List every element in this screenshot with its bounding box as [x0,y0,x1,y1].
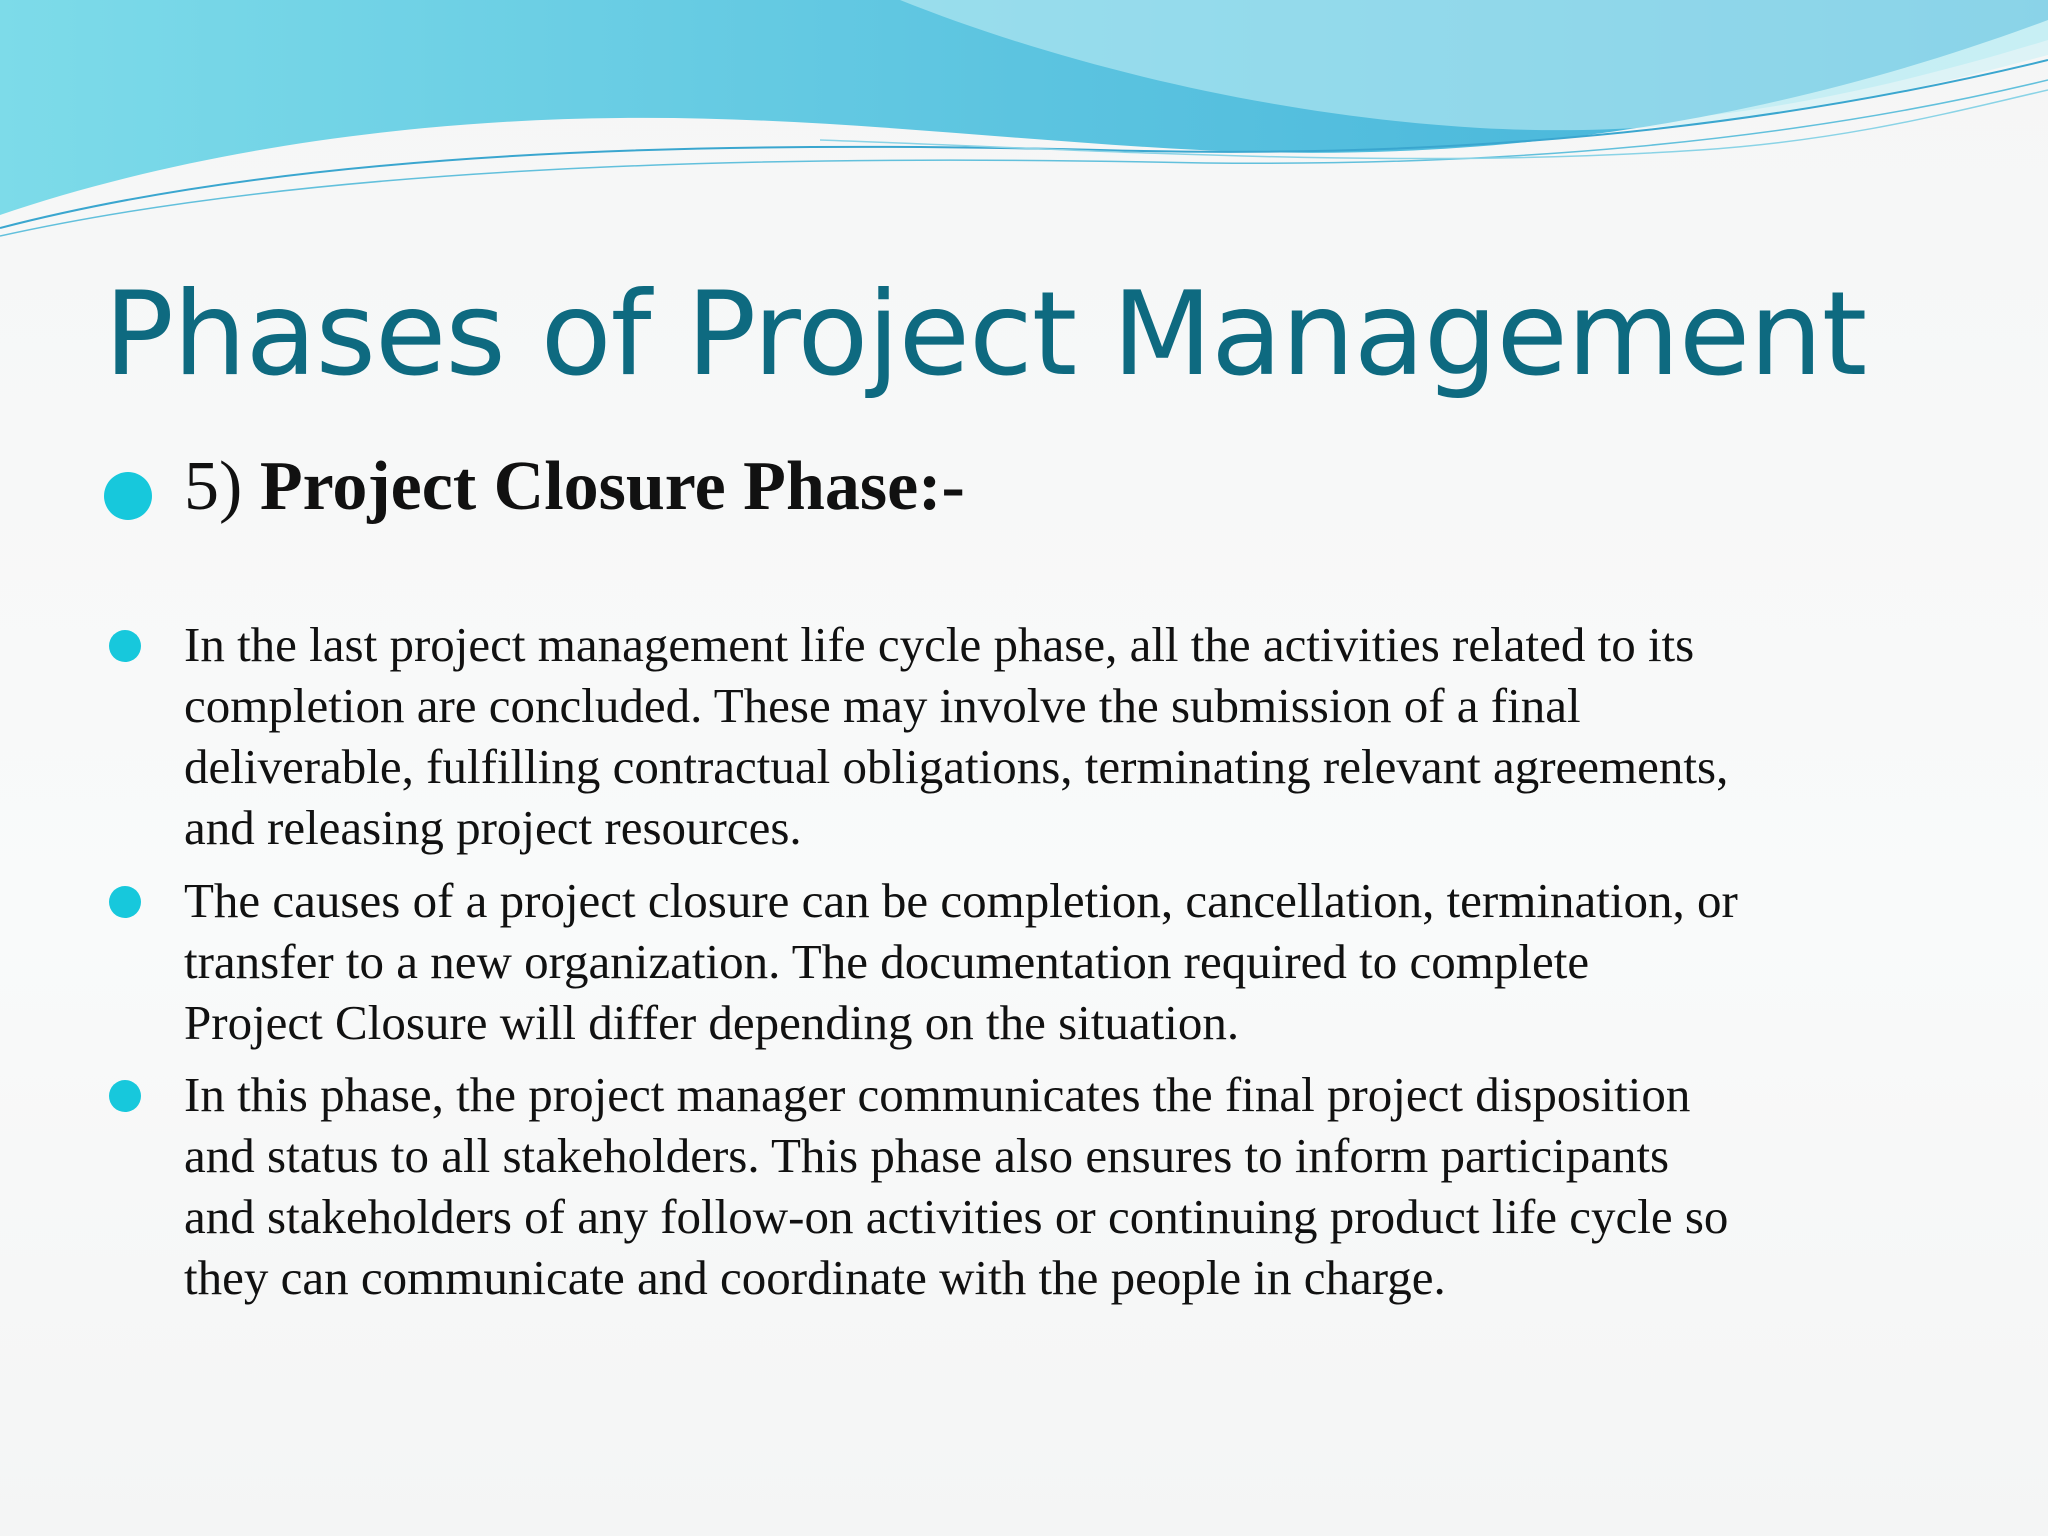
text-line: Project Closure will differ depending on the situation. [184,995,1240,1050]
bullet-paragraph-1 [184,614,1944,858]
text-line: and status to all stakeholders. This phase also ensures to inform participants [184,1128,1670,1183]
section-number: 5) [184,448,260,525]
text-line: transfer to a new organization. The documentation required to complete [184,934,1590,989]
text-line: In the last project management life cycle phase, all the activities related to its [184,617,1695,672]
bullet-icon [109,886,141,918]
bullet-paragraph-3 [184,1064,1944,1308]
slide-title: Phases of Project Management [104,267,1867,402]
bullet-icon [109,630,141,662]
section-label: Project Closure Phase:- [259,448,965,525]
text-line: In this phase, the project manager communicates the final project disposition [184,1067,1691,1122]
text-line: and stakeholders of any follow-on activities or continuing product life cycle so [184,1189,1729,1244]
section-heading [184,445,965,529]
header-wave-decoration [0,0,2048,240]
text-line: The causes of a project closure can be completion, cancellation, termination, or [184,873,1738,928]
bullet-icon [109,1080,141,1112]
text-line: and releasing project resources. [184,800,802,855]
bullet-paragraph-2 [184,870,1944,1053]
subheading-bullet-icon [104,472,152,520]
text-line: deliverable, fulfilling contractual obligations, terminating relevant agreements, [184,739,1729,794]
text-line: they can communicate and coordinate with the people in charge. [184,1250,1446,1305]
text-line: completion are concluded. These may involve the submission of a final [184,678,1581,733]
